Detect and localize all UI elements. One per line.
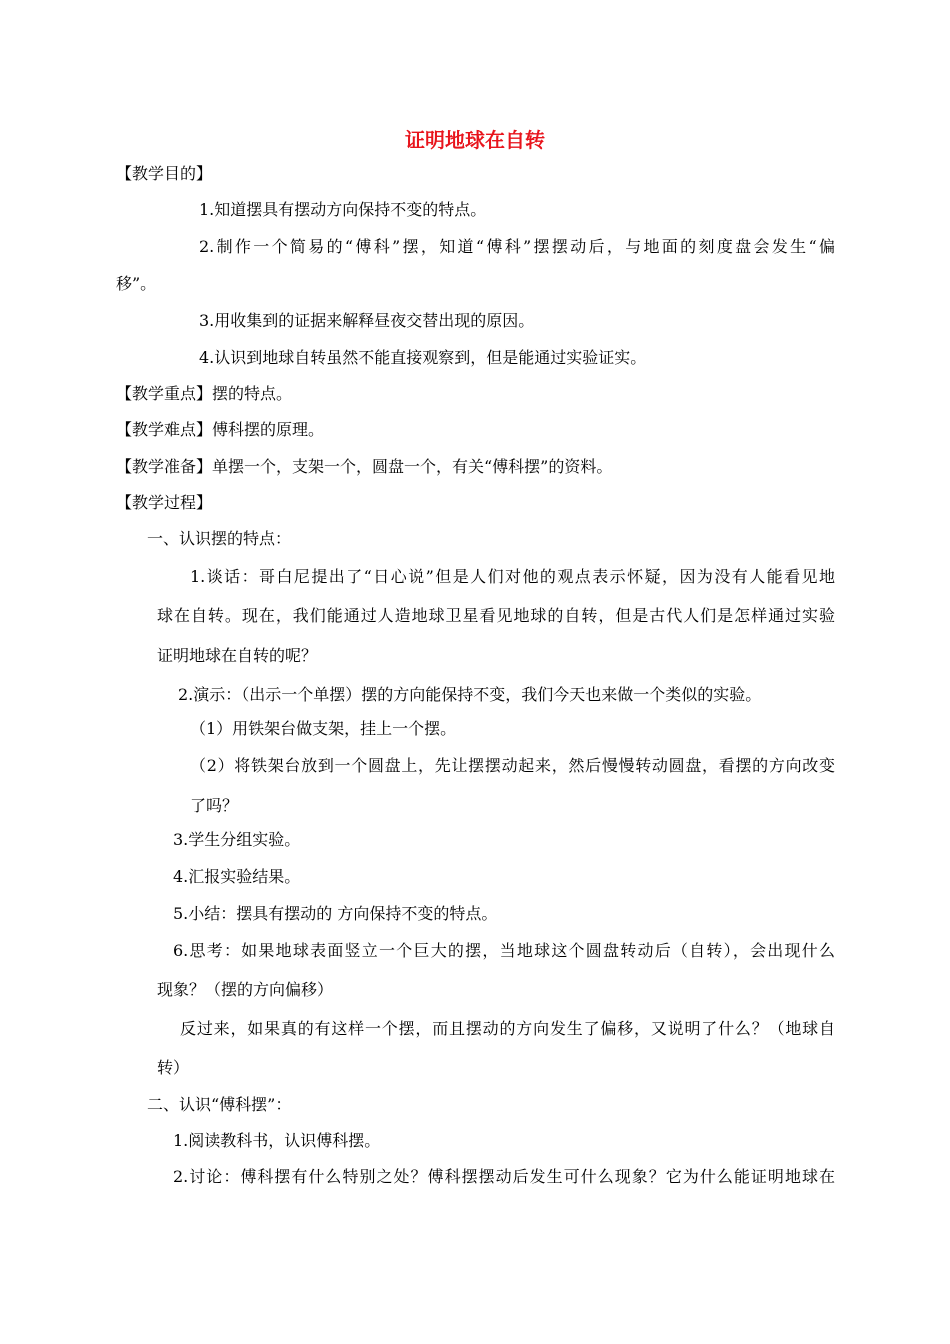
process-line: 6.思考：如果地球表面竖立一个巨大的摆，当地球这个圆盘转动后（自转），会出现什么 bbox=[173, 941, 835, 960]
objectives-heading: 【教学目的】 bbox=[116, 164, 213, 183]
process-line: 现象？（摆的方向偏移） bbox=[157, 980, 334, 999]
part1-heading: 一、认识摆的特点： bbox=[147, 529, 292, 548]
preparation: 【教学准备】单摆一个，支架一个，圆盘一个，有关“傅科摆”的资料。 bbox=[116, 457, 613, 476]
process-heading: 【教学过程】 bbox=[116, 493, 213, 512]
process-line: 了吗？ bbox=[190, 796, 239, 815]
process-line: 证明地球在自转的呢？ bbox=[157, 646, 318, 665]
process-line: 2.演示：（出示一个单摆）摆的方向能保持不变，我们今天也来做一个类似的实验。 bbox=[178, 685, 762, 704]
process-line: 4.汇报实验结果。 bbox=[173, 867, 301, 886]
part2-heading: 二、认识“傅科摆”： bbox=[147, 1095, 292, 1114]
key-point: 【教学重点】摆的特点。 bbox=[116, 384, 293, 403]
process-line: 球在自转。现在，我们能通过人造地球卫星看见地球的自转，但是古代人们是怎样通过实验 bbox=[157, 606, 835, 625]
page-title: 证明地球在自转 bbox=[405, 128, 545, 152]
process-line: 1.谈话：哥白尼提出了“日心说”但是人们对他的观点表示怀疑，因为没有人能看见地 bbox=[190, 567, 835, 586]
objective-item-continued: 移”。 bbox=[116, 274, 157, 293]
process-line: 1.阅读教科书，认识傅科摆。 bbox=[173, 1131, 381, 1150]
process-line: （1）用铁架台做支架，挂上一个摆。 bbox=[190, 719, 457, 738]
objective-item: 4.认识到地球自转虽然不能直接观察到，但是能通过实验证实。 bbox=[199, 348, 647, 367]
objective-item: 3.用收集到的证据来解释昼夜交替出现的原因。 bbox=[199, 311, 535, 330]
objective-item: 1.知道摆具有摆动方向保持不变的特点。 bbox=[199, 200, 487, 219]
process-line: 反过来，如果真的有这样一个摆，而且摆动的方向发生了偏移，又说明了什么？（地球自 bbox=[180, 1019, 835, 1038]
process-line: （2）将铁架台放到一个圆盘上，先让摆摆动起来，然后慢慢转动圆盘，看摆的方向改变 bbox=[190, 756, 835, 775]
process-line: 5.小结：摆具有摆动的 方向保持不变的特点。 bbox=[173, 904, 498, 923]
process-line: 转） bbox=[157, 1058, 190, 1077]
process-line: 3.学生分组实验。 bbox=[173, 830, 301, 849]
difficulty: 【教学难点】傅科摆的原理。 bbox=[116, 420, 325, 439]
objective-item: 2.制作一个简易的“傅科”摆，知道“傅科”摆摆动后，与地面的刻度盘会发生“偏 bbox=[199, 237, 835, 256]
process-line: 2.讨论：傅科摆有什么特别之处？傅科摆摆动后发生可什么现象？它为什么能证明地球在 bbox=[173, 1167, 835, 1186]
